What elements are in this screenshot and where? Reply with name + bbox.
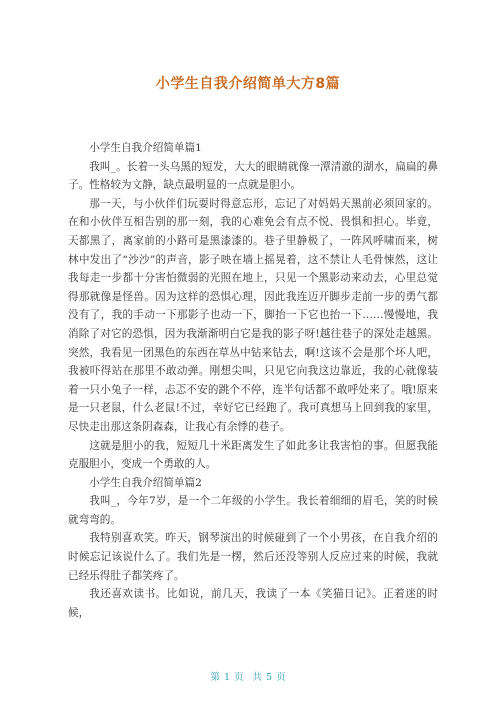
section-heading-2: 小学生自我介绍简单篇2 <box>89 476 202 489</box>
paragraph: 那一天，与小伙伴们玩耍时得意忘形，忘记了对妈妈天黑前必须回家的。在和小伙伴互相告别的那一刻，我的心难免会有点不悦、畏惧和担心。毕竟，天都黑了，离家前的小路可是黑漆漆的。巷子里静极了，一阵风呼啸而来，树林中发出了“沙沙”的声音，影子映在墙上摇晃着，这不禁让人毛骨悚然，这让我每走一步都十分害怕微弱的光照在地上，只见一个黑影动来动去，心里总觉得那就像是怪兽。因为这样的恐惧心理，因此我连迈开脚步走前一步的勇气都没有了，我的手动一下那影子也动一下，脚抬一下它也抬一下……慢慢地，我消除了对它的恐惧，因为我渐渐明白它是我的影子呀!越往巷子的深处走越黑。突然，我看见一团黑色的东西在草丛中钻来钻去，啊!这该不会是那个坏人吧，我被吓得站在那里不敢动弹。刚想尖叫，只见它向我这边靠近，我的心就像装着一只小兔子一样，忐忑不安的跳个不停，连半句话都不敢呼处来了。哦!原来是一只老鼠，什么老鼠!不过，幸好它已经跑了。我可真想马上回到我的家里，尽快走出那这条阴森森，让我心有余悸的巷子。 <box>68 197 438 433</box>
paragraph: 我还喜欢读书。比如说，前几天，我读了一本《笑猫日记》。正着迷的时候， <box>68 588 438 619</box>
footer-total-pages: 5 <box>266 672 273 683</box>
page-title: 小学生自我介绍简单大方8篇 <box>155 76 341 92</box>
footer-page-number: 1 <box>223 672 230 683</box>
section-heading-1: 小学生自我介绍简单篇1 <box>89 142 202 154</box>
footer-label-prefix: 第 <box>210 672 220 683</box>
footer-label-suffix: 页 <box>276 672 286 683</box>
paragraph: 这就是胆小的我，短短几十米距离发生了如此多让我害怕的事。但愿我能克服胆小，变成一个勇敢的人。 <box>68 439 438 471</box>
document-body <box>68 139 438 622</box>
page-footer <box>0 669 496 683</box>
paragraph: 我特别喜欢笑。昨天，钢琴演出的时候碰到了一个小男孩，在自我介绍的时候忘记该说什么了。我们先是一楞，然后还没等别人反应过来的时候，我就已经乐得肚子都笑疼了。 <box>68 532 438 582</box>
paragraph: 我叫_，今年7岁，是一个二年级的小学生。我长着细细的眉毛，笑的时候就弯弯的。 <box>68 495 438 526</box>
footer-label-middle: 页 共 <box>233 672 263 683</box>
paragraph: 我叫_。长着一头乌黑的短发，大大的眼睛就像一潭清澈的湖水，扁扁的鼻子。性格较为文静，缺点最明显的一点就是胆小。 <box>68 160 438 192</box>
